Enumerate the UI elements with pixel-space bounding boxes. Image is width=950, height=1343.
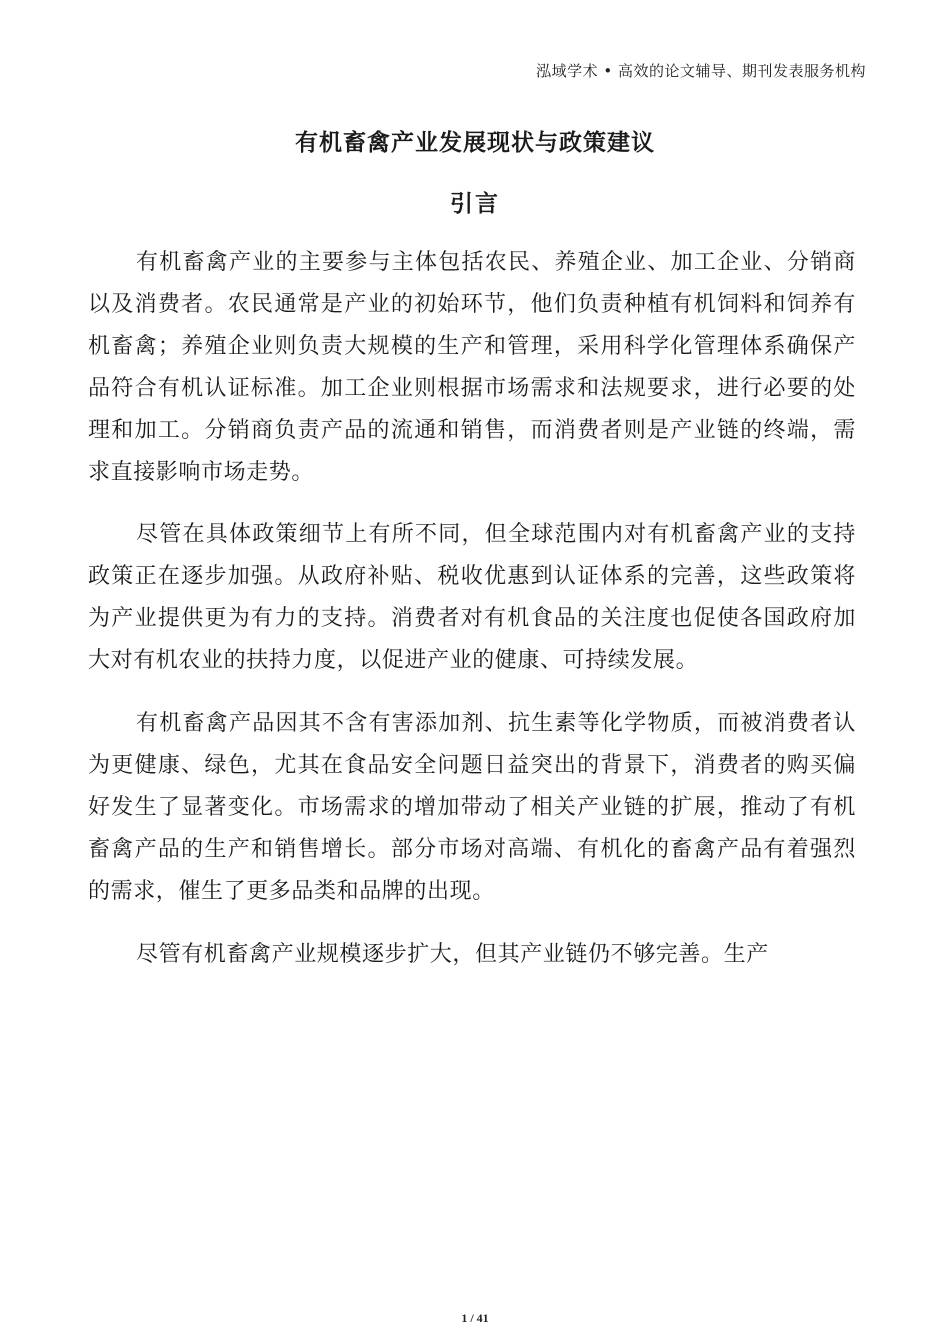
page-number: 1 / 41 xyxy=(461,1311,489,1325)
document-body xyxy=(88,242,856,996)
document-title: 有机畜禽产业发展现状与政策建议 xyxy=(295,130,655,156)
paragraph-3: 有机畜禽产品因其不含有害添加剂、抗生素等化学物质，而被消费者认为更健康、绿色，尤其在食品安全问题日益突出的背景下，消费者的购买偏好发生了显著变化。市场需求的增加带动了相关产业链的扩展，推动了有机畜禽产品的生产和销售增长。部分市场对高端、有机化的畜禽产品有着强烈的需求，催生了更多品类和品牌的出现。 xyxy=(88,711,856,904)
paragraph-1: 有机畜禽产业的主要参与主体包括农民、养殖企业、加工企业、分销商以及消费者。农民通常是产业的初始环节，他们负责种植有机饲料和饲养有机畜禽；养殖企业则负责大规模的生产和管理，采用科学化管理体系确保产品符合有机认证标准。加工企业则根据市场需求和法规要求，进行必要的处理和加工。分销商负责产品的流通和销售，而消费者则是产业链的终端，需求直接影响市场走势。 xyxy=(88,250,856,485)
paragraph-2: 尽管在具体政策细节上有所不同，但全球范围内对有机畜禽产业的支持政策正在逐步加强。从政府补贴、税收优惠到认证体系的完善，这些政策将为产业提供更为有力的支持。消费者对有机食品的关注度也促使各国政府加大对有机农业的扶持力度，以促进产业的健康、可持续发展。 xyxy=(88,522,856,673)
paragraph-4: 尽管有机畜禽产业规模逐步扩大，但其产业链仍不够完善。生产 xyxy=(136,942,769,967)
section-heading: 引言 xyxy=(450,191,500,217)
page-header: 泓域学术 • 高效的论文辅导、期刊发表服务机构 xyxy=(536,62,866,80)
